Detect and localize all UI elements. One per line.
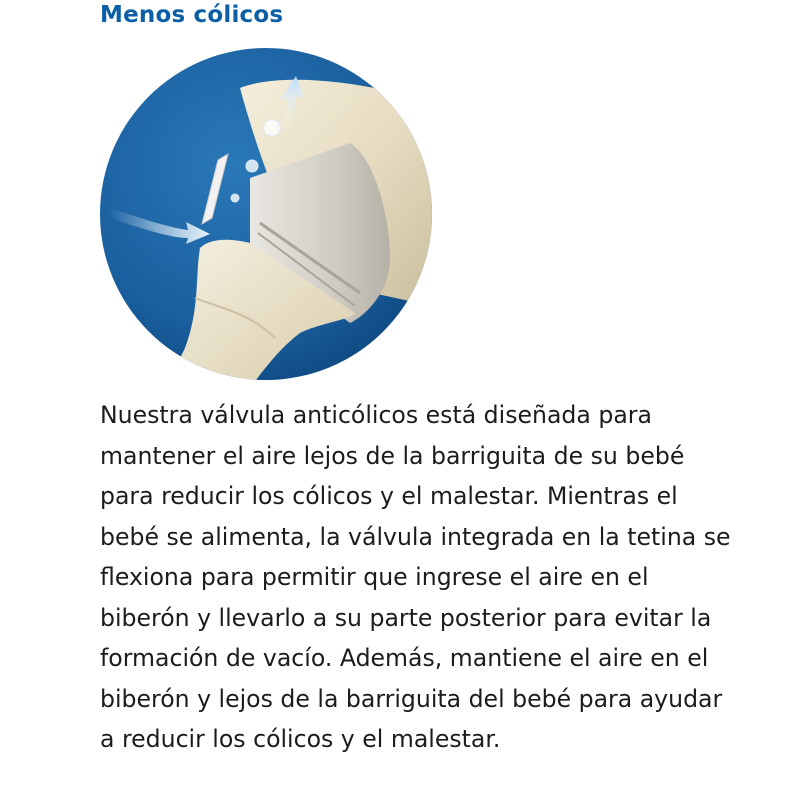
anti-colic-valve-illustration <box>100 48 432 380</box>
section-description: Nuestra válvula anticólicos está diseñada para mantener el aire lejos de la barriguita de su bebé para reducir los cólicos y el malestar. Mientras el bebé se alimenta, la válvula integrada en la tetina se flexiona para permitir que ingrese el aire en el biberón y llevarlo a su parte posterior para evitar la formación de vacío. Además, mantiene el aire en el biberón y lejos de la barriguita del bebé para ayudar a reducir los cólicos y el malestar. <box>100 401 731 753</box>
section-title: Menos cólicos <box>100 2 284 28</box>
